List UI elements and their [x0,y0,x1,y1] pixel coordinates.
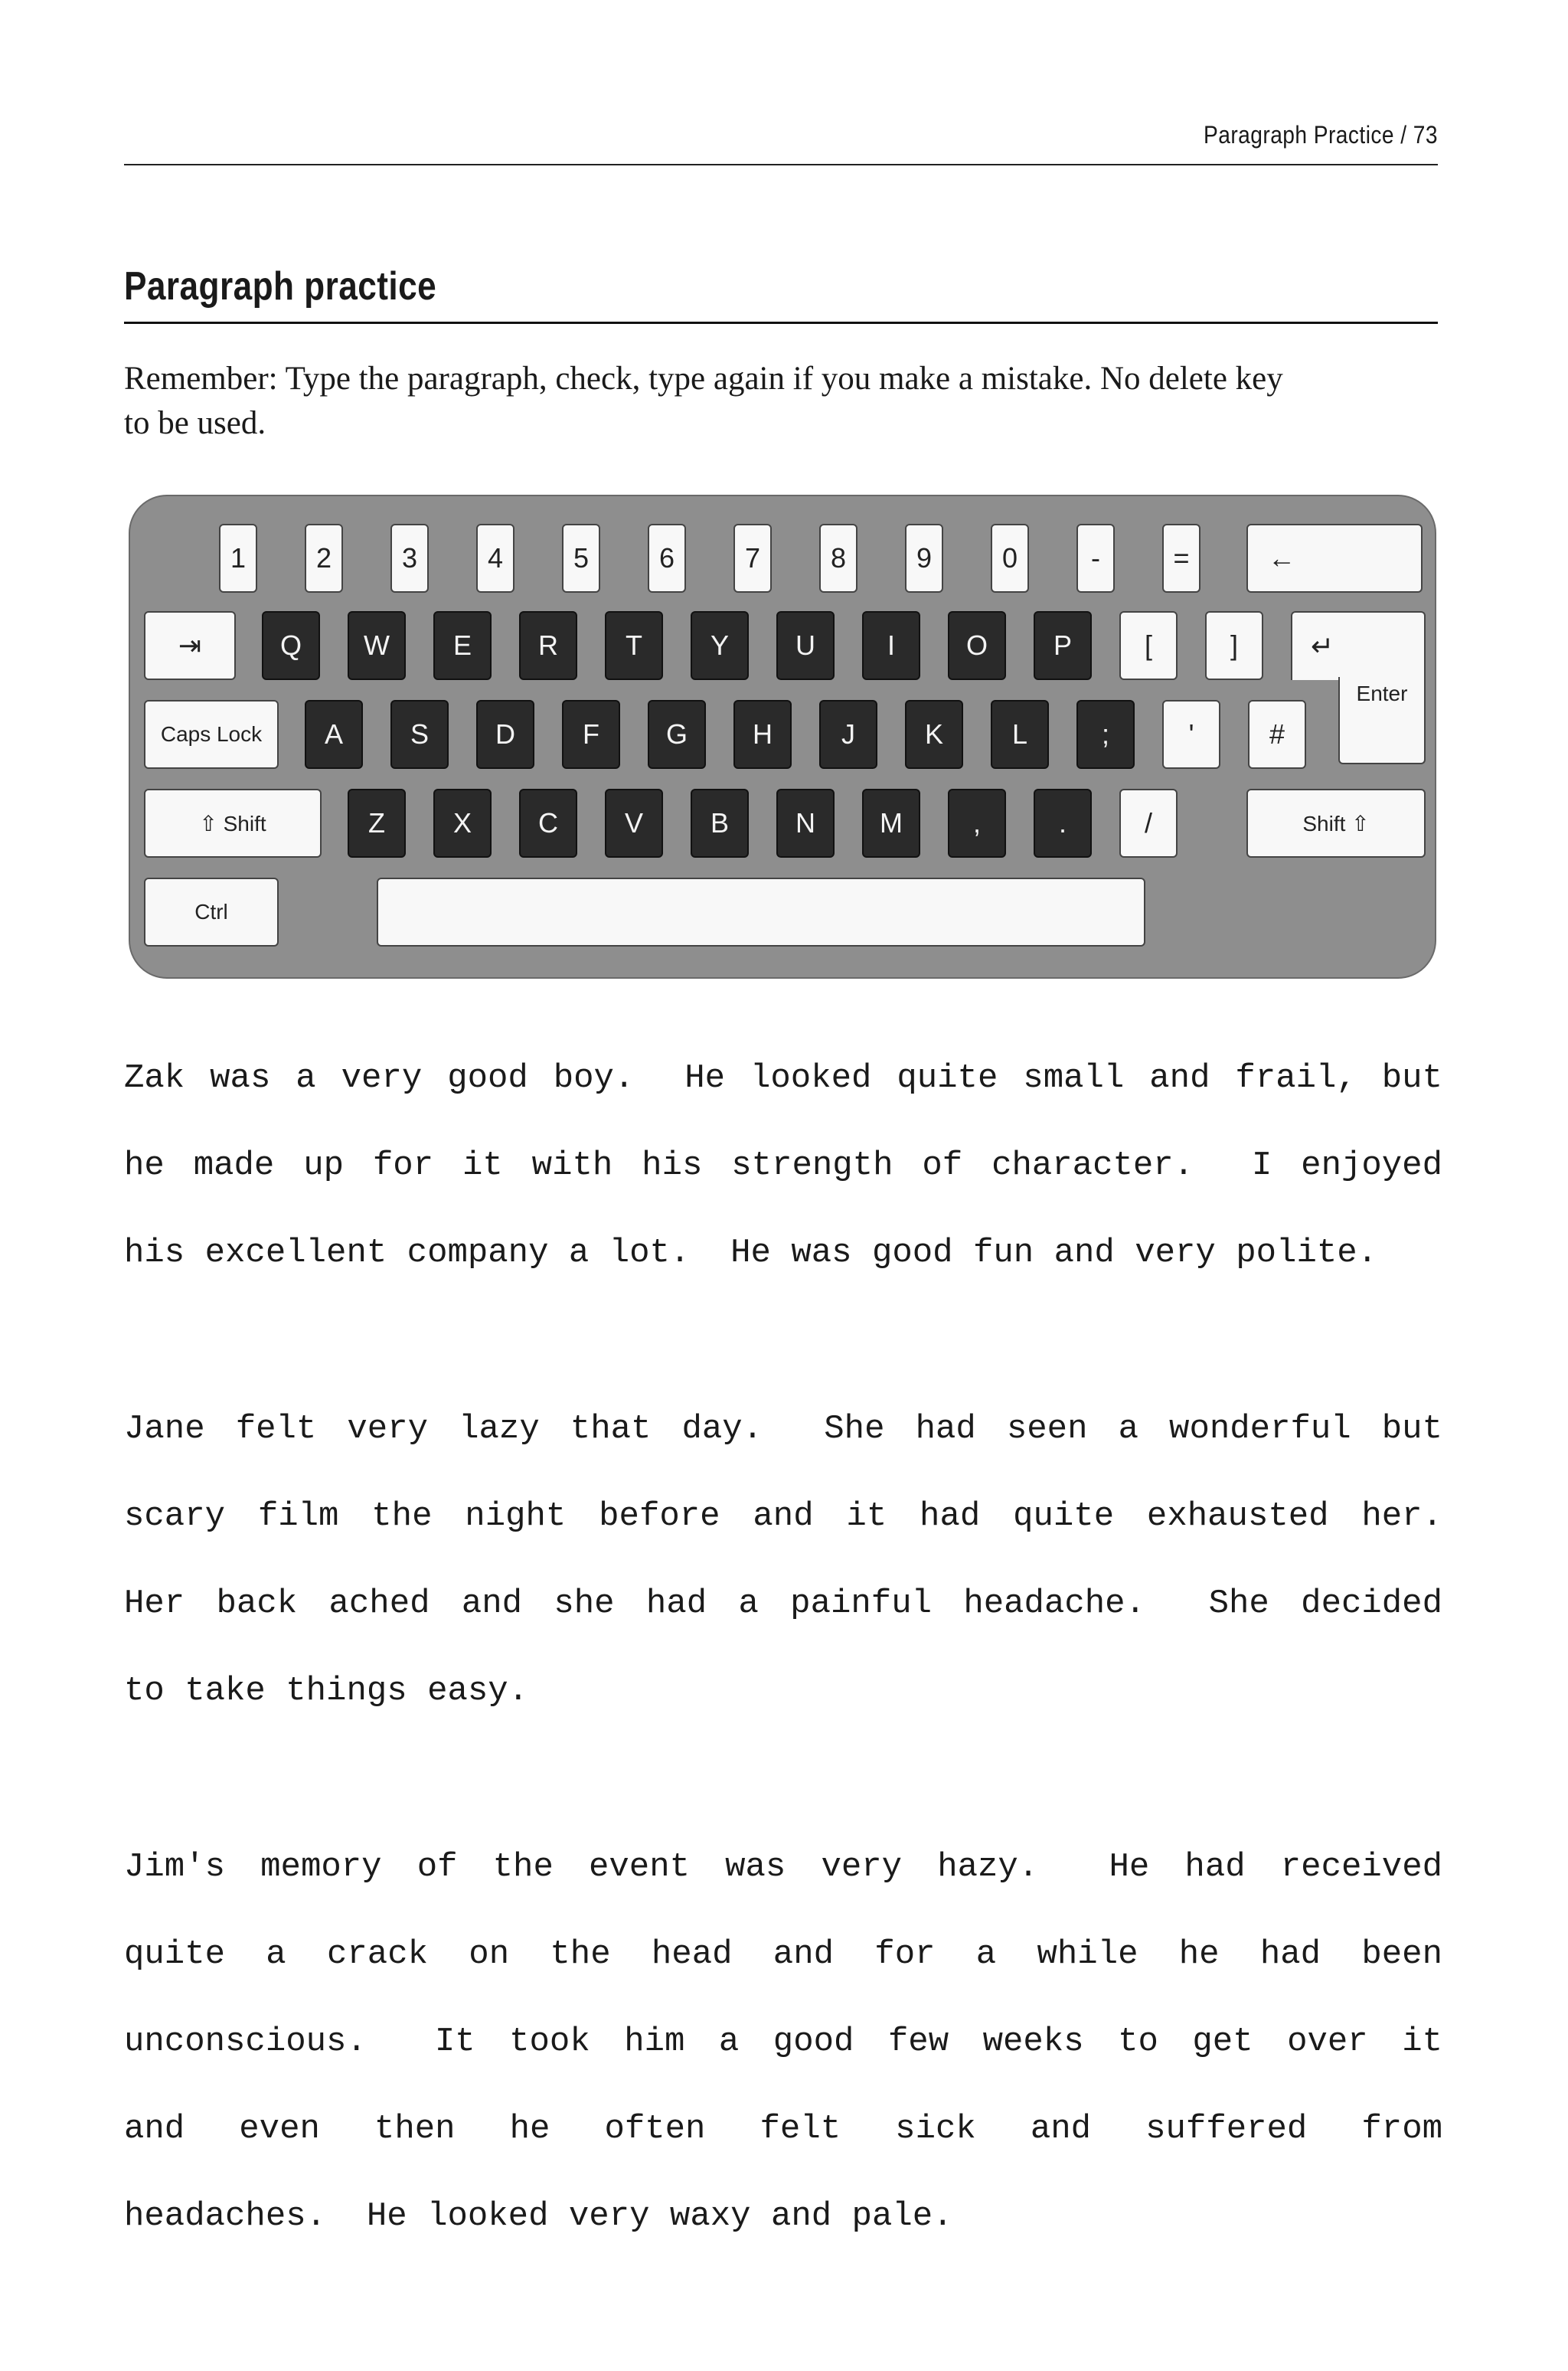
paragraph-line: he made up for it with his strength of character. I enjoyed [124,1146,1442,1185]
paragraph-2 [124,1406,1442,1755]
tab-key: ⇥ [144,611,236,680]
key-i: I [862,611,920,680]
backspace-key: ← [1246,524,1423,593]
key-t: T [605,611,663,680]
paragraph-3 [124,1844,1442,2281]
key-left-bracket: [ [1119,611,1178,680]
paragraph-line: scary film the night before and it had quite exhausted her. [124,1497,1442,1535]
caps-lock-key: Caps Lock [144,700,279,769]
key-m: M [862,789,920,858]
key-g: G [648,700,706,769]
key-y: Y [691,611,749,680]
key-9: 9 [905,524,943,593]
key-3: 3 [390,524,429,593]
paragraph-line: to take things easy. [124,1672,529,1710]
paragraph-line: unconscious. It took him a good few weeks to get over it [124,2023,1442,2061]
paragraph-line: quite a crack on the head and for a while he had been [124,1935,1442,1974]
key-c: C [519,789,577,858]
space-bar [377,878,1145,947]
key-x: X [433,789,492,858]
key-period: . [1034,789,1092,858]
header-rule [124,164,1438,165]
key-u: U [776,611,835,680]
section-title: Paragraph practice [124,264,437,309]
key-o: O [948,611,1006,680]
key-minus: - [1076,524,1115,593]
key-l: L [991,700,1049,769]
enter-key-lower [1338,677,1426,764]
paragraph-line: and even then he often felt sick and suffered from [124,2110,1442,2148]
key-s: S [390,700,449,769]
key-h: H [733,700,792,769]
key-n: N [776,789,835,858]
keyboard-illustration [129,495,1436,979]
key-right-bracket: ] [1205,611,1263,680]
title-rule [124,322,1438,324]
key-7: 7 [733,524,772,593]
key-e: E [433,611,492,680]
intro-text [124,357,1442,446]
key-6: 6 [648,524,686,593]
left-shift-key: ⇧ Shift [144,789,322,858]
key-1: 1 [219,524,257,593]
right-shift-key: Shift ⇧ [1246,789,1426,858]
intro-line: to be used. [124,405,266,441]
key-v: V [605,789,663,858]
key-a: A [305,700,363,769]
key-8: 8 [819,524,858,593]
enter-key-upper: ↵ [1291,611,1426,680]
key-hash: # [1248,700,1306,769]
key-comma: , [948,789,1006,858]
key-k: K [905,700,963,769]
paragraph-line: Her back ached and she had a painful headache. She decided [124,1584,1442,1623]
key-j: J [819,700,877,769]
running-head: Paragraph Practice / 73 [1204,121,1438,149]
key-r: R [519,611,577,680]
key-apostrophe: ' [1162,700,1220,769]
key-p: P [1034,611,1092,680]
key-slash: / [1119,789,1178,858]
ctrl-key: Ctrl [144,878,279,947]
key-2: 2 [305,524,343,593]
key-q: Q [262,611,320,680]
key-z: Z [348,789,406,858]
key-w: W [348,611,406,680]
key-d: D [476,700,534,769]
key-f: F [562,700,620,769]
key-b: B [691,789,749,858]
key-semicolon: ; [1076,700,1135,769]
paragraph-1 [124,1055,1442,1317]
key-0: 0 [991,524,1029,593]
paragraph-line: Jim's memory of the event was very hazy. He had received [124,1848,1442,1886]
paragraph-line: Jane felt very lazy that day. She had seen a wonderful but [124,1410,1442,1448]
enter-label: Enter [1356,682,1408,705]
key-4: 4 [476,524,514,593]
intro-line: Remember: Type the paragraph, check, type again if you make a mistake. No delete key [124,361,1283,397]
paragraph-line: Zak was a very good boy. He looked quite small and frail, but [124,1059,1442,1097]
paragraph-line: headaches. He looked very waxy and pale. [124,2197,953,2235]
key-equals: = [1162,524,1200,593]
key-5: 5 [562,524,600,593]
paragraph-line: his excellent company a lot. He was good fun and very polite. [124,1234,1378,1272]
